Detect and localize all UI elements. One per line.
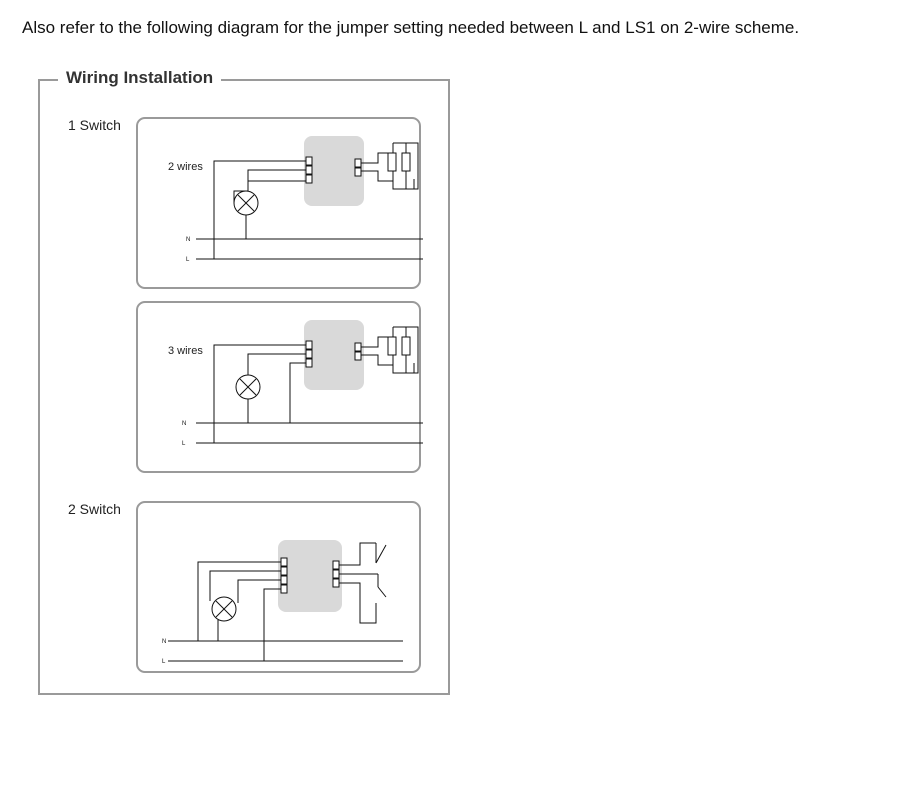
diagram-panel-3-wires	[136, 301, 421, 473]
intro-text: Also refer to the following diagram for the jumper setting needed between L and LS1 on 2-wire scheme.	[22, 18, 800, 37]
frame-title: Wiring Installation	[58, 68, 221, 88]
diagram-panel-2-wires	[136, 117, 421, 289]
wiring-diagram-2-switch	[138, 503, 423, 675]
n-label: N	[182, 421, 187, 427]
wires-label: 3 wires	[168, 345, 203, 357]
one-switch-label: 1 Switch	[68, 117, 121, 133]
wiring-diagram-3-wires	[138, 303, 423, 475]
wiring-diagram-2-wires	[138, 119, 423, 291]
l-label: L	[182, 441, 186, 447]
two-switch-label: 2 Switch	[68, 501, 121, 517]
smart-module	[278, 540, 342, 612]
n-label: N	[186, 237, 191, 243]
l-label: L	[162, 659, 166, 665]
n-label: N	[162, 639, 167, 645]
diagram-panel-2-switch	[136, 501, 421, 673]
wires-label: 2 wires	[168, 161, 203, 173]
l-label: L	[186, 257, 190, 263]
